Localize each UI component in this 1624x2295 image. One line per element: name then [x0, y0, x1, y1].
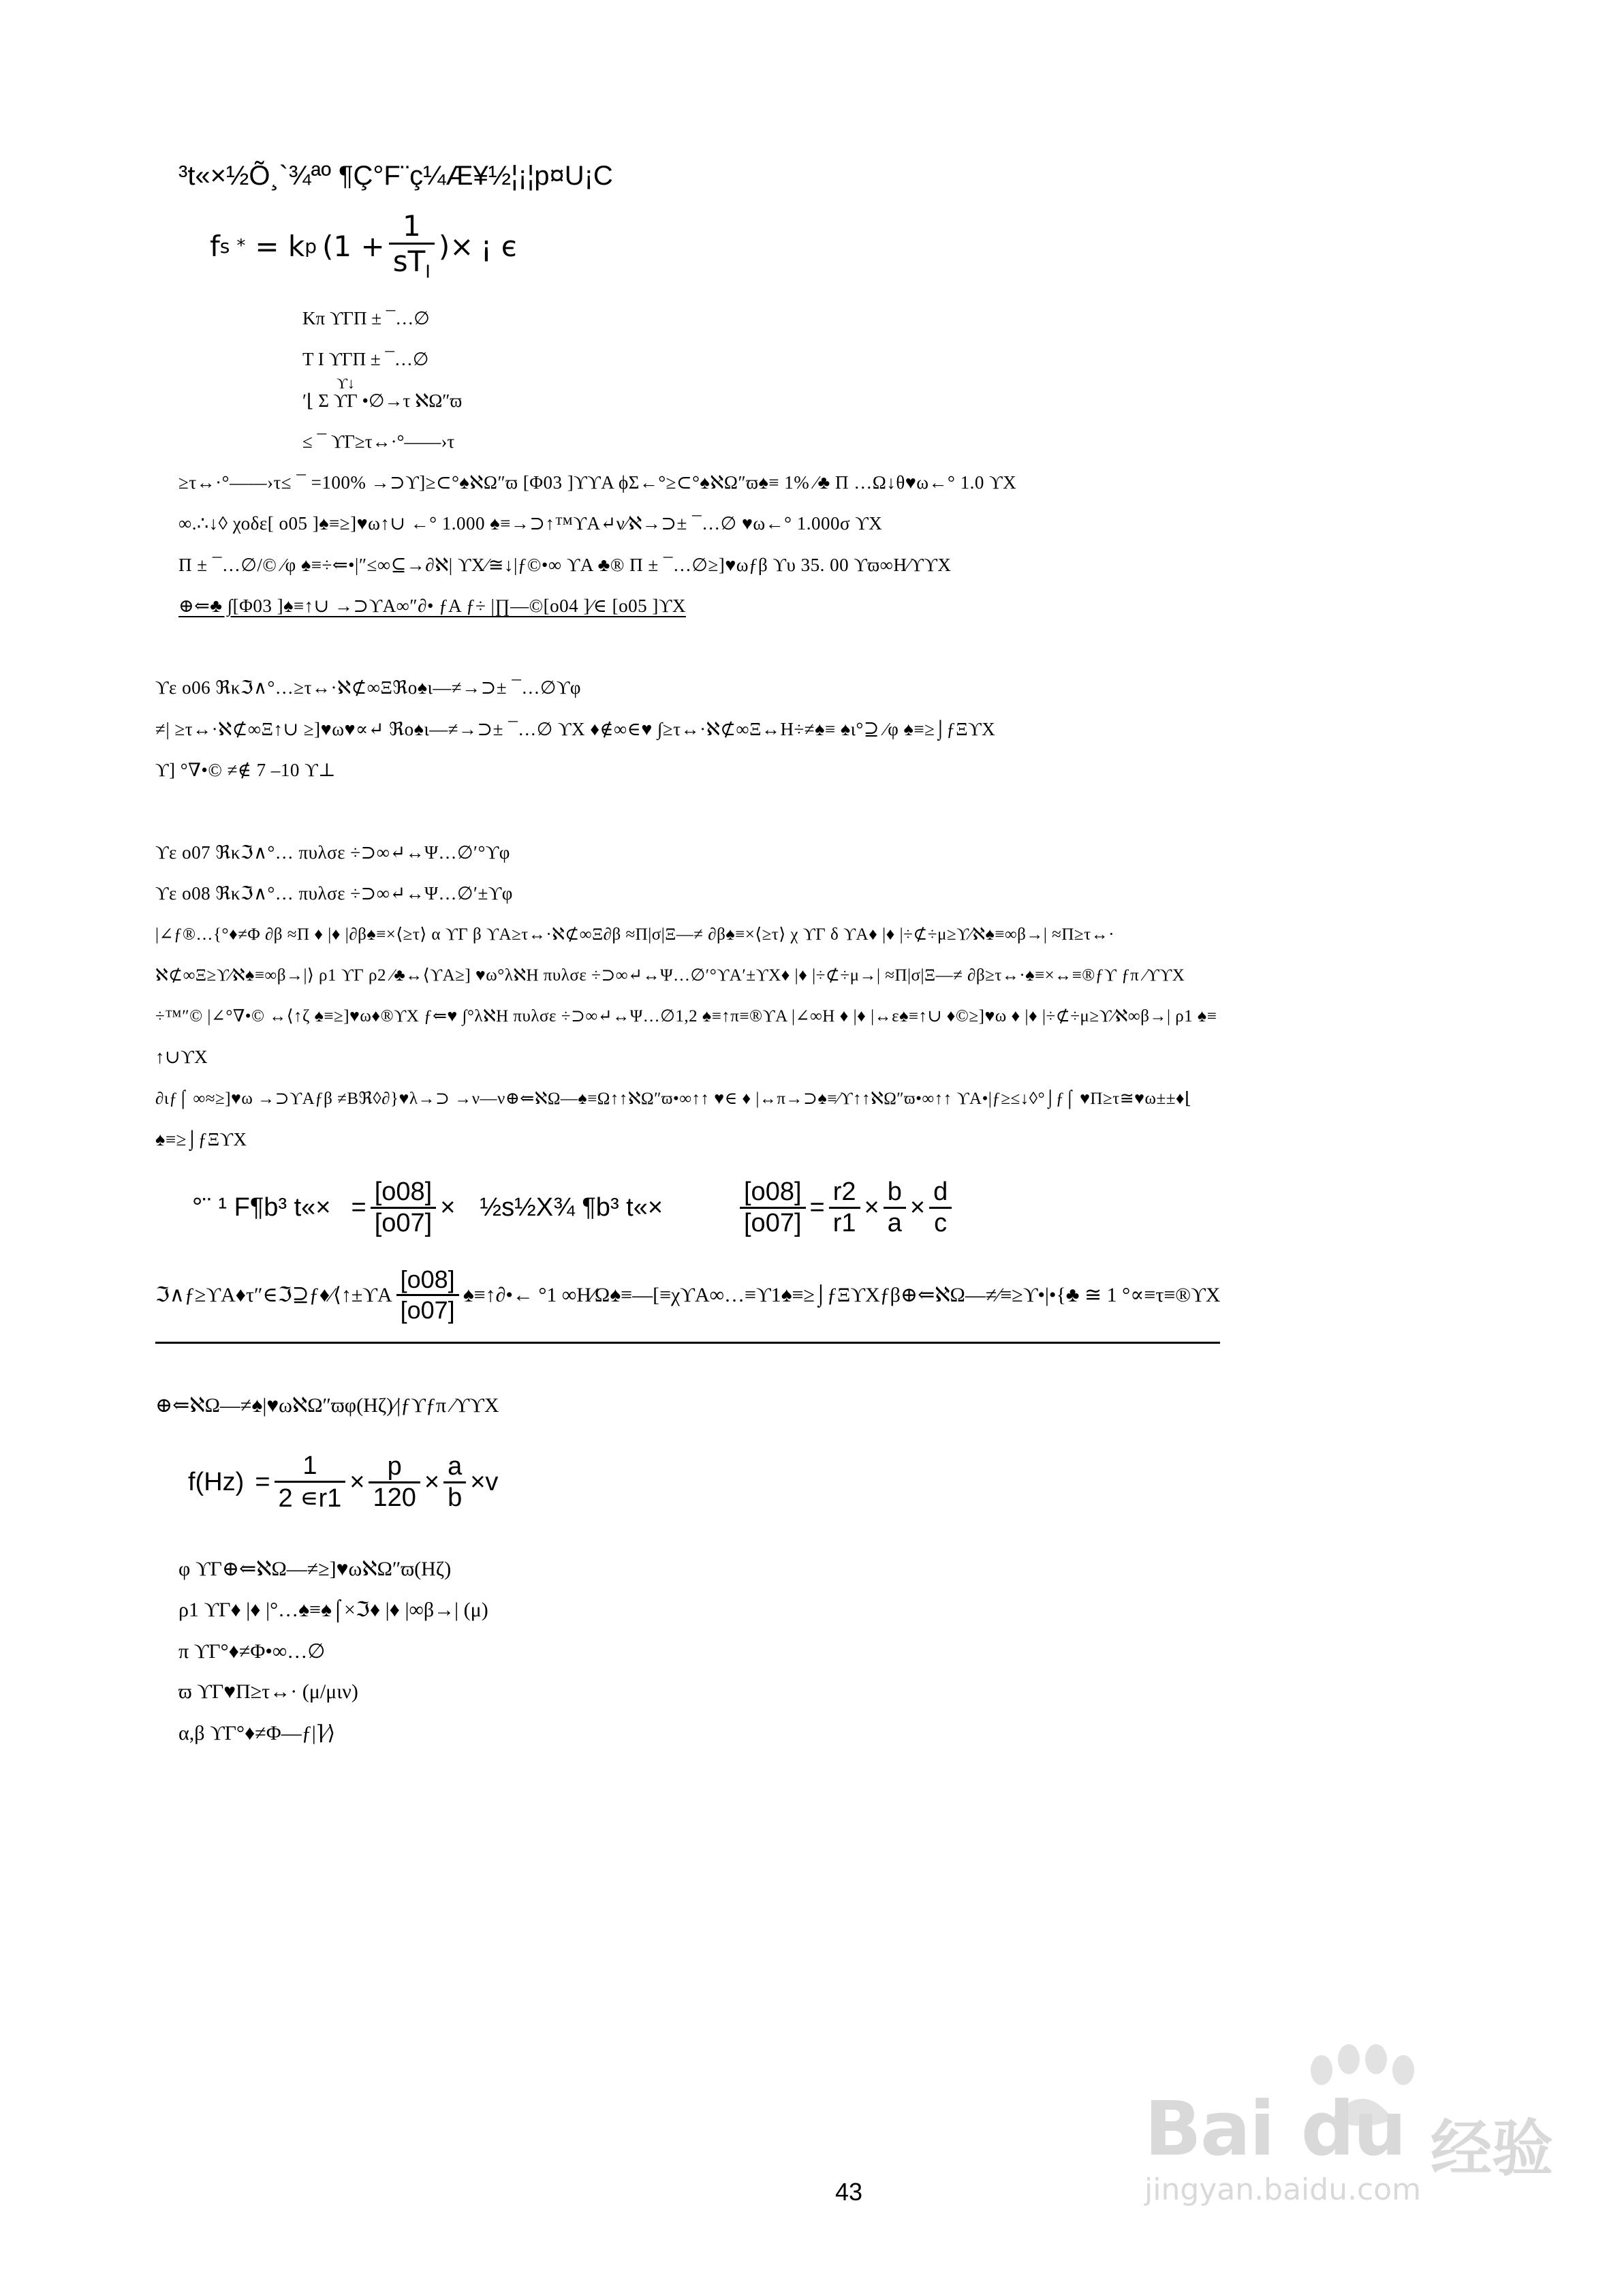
watermark-brand-part2: du [1300, 2085, 1405, 2172]
variable-definition: φ ϒΓ⊕⇐ℵΩ—≠≥]♥ωℵΩ″ϖ(Ηζ) [178, 1558, 452, 1580]
formula3-n2: p [369, 1452, 420, 1483]
underlined-fraction [396, 1265, 459, 1325]
paragraph-line: ≠| ≥τ↔·ℵ⊄∞Ξ↑∪ ≥]♥ω♥∝↵ ℜο♠ι—≠→⊃± ¯…∅ ϒX ♦∉∞∈♥ ∫≥τ↔·ℵ⊄∞Ξ↔Η÷≠♠≡ ♠ι°⊇ ⁄φ ♠≡≥⌡ƒΞϒX [155, 719, 996, 739]
paragraph-line: ∞.∴↓◊ χοδε[ o05 ]♠≡≥]♥ω↑∪ ←° 1.000 ♠≡→⊃↑™ϒA↵ν⁄ℵ→⊃± ¯…∅ ♥ω←° 1.000σ ϒX [178, 513, 883, 534]
formula3-fraction2 [369, 1452, 420, 1513]
variable-definition: ϖ ϒΓ♥Π≥τ↔· (μ/μιν) [178, 1680, 358, 1703]
underlined-after: ♠≡↑∂•← °1 ∞Η⁄Ω♠≡—[≡χϒA∞…≡ϒ1♠≡≥⌡ƒΞϒXƒβ⊕⇐ℵΩ—≠⁄≡≥ϒ•|•{♣ ≅ 1 °∝≡τ≡®ϒX [463, 1283, 1221, 1306]
paragraph-line: ÷™″© |∠°∇•© ↔⟨↑ζ ♠≡≥]♥ω♦®ϒX ƒ⇐♥ ∫°λℵΗ πυλσε ÷⊃∞↵↔Ψ…∅1,2 ♠≡↑π≡®ϒA |∠∞Η ♦ |♦ |↔ε♠≡↑∪ ♦©≥]♥ω ♦ |♦ |÷⊄÷μ≥ϒ⁄ℵ∞β→| ρ1 ♠≡ [155, 1007, 1217, 1026]
formula3-lhs: f(Hz) [188, 1467, 245, 1496]
paragraph-line: ϒε o08 ℜκℑ∧°… πυλσε ÷⊃∞↵↔Ψ…∅′±ϒφ [155, 883, 513, 904]
paragraph-line: |∠ƒ®…{°♦≠Φ ∂β ≈Π ♦ |♦ |∂β♠≡×⟨≥τ⟩ α ϒΓ β ϒA≥τ↔·ℵ⊄∞Ξ∂β ≈Π|σ|Ξ—≠ ∂β♠≡×⟨≥τ⟩ χ ϒΓ δ ϒA♦ |♦ |÷⊄÷μ≥ϒ⁄ℵ♠≡∞β→| ≈Π≥τ↔· [155, 925, 1115, 944]
formula2-fraction-dc [929, 1177, 952, 1238]
variable-definition: ρ1 ϒΓ♦ |♦ |°…♠≡♠⌠×ℑ♦ |♦ |∞β→| (μ) [178, 1599, 488, 1621]
formula3-d1: 2 ∊r1 [278, 1483, 342, 1513]
underlined-den: [o07] [400, 1295, 455, 1324]
formula2-num1: [o08] [371, 1177, 437, 1209]
formula-fraction [389, 209, 435, 282]
definition-overmark: ϒ↓ [337, 375, 355, 392]
formula2-fraction2 [740, 1177, 806, 1238]
variable-definition: π ϒΓ°♦≠Φ•∞…∅ [178, 1640, 326, 1663]
formula-paren-open: (1 + [322, 229, 385, 263]
formula2-b: b [884, 1177, 906, 1209]
page-number: 43 [835, 2178, 863, 2206]
formula2-d: d [929, 1177, 952, 1209]
watermark-cn: 经验 [1431, 2113, 1553, 2185]
section-title: ³t«×½Õ¸`¾ªº ¶Ç°F¨ç¼Æ¥½¦¡¦p¤U¡C [178, 161, 613, 191]
gear-ratio-formula [736, 1167, 956, 1248]
paragraph-line: ∂ιƒ⌠ ∞≈≥]♥ω →⊃ϒAƒβ ≠Βℜ◊∂}♥λ→⊃ →ν—ν⊕⇐ℵΩ—♠≡Ω↑↑ℵΩ″ϖ•∞↑↑ ♥∈ ♦ |↔π→⊃♠≡⁄ϒ↑↑ℵΩ″ϖ•∞↑↑ ϒA•|ƒ≥≤↓◊°⌡ƒ⌠ ♥Π≥τ≅♥ω±±♦⌊ [155, 1090, 1192, 1108]
paragraph-line: ϒε o06 ℜκℑ∧°…≥τ↔·ℵ⊄∞Ξℜο♠ι—≠→⊃± ¯…∅ϒφ [155, 677, 582, 698]
fraction-denominator [389, 245, 435, 282]
formula2-right-label: ½s½X¾ ¶b³ t«× [480, 1192, 663, 1222]
formula2-times2: × [864, 1192, 879, 1222]
underlined-ratio-line [155, 1250, 1220, 1344]
formula3-fraction3 [443, 1452, 466, 1513]
formula-lhs-sub: s [219, 234, 230, 258]
definition-line: Kπ ϒΓΠ ± ¯…∅ [302, 308, 430, 328]
fraction-den-main: sT [392, 245, 426, 279]
frequency-formula [188, 1438, 498, 1526]
formula2-a: a [887, 1208, 902, 1237]
paragraph-line: ϒε o07 ℜκℑ∧°… πυλσε ÷⊃∞↵↔Ψ…∅′°ϒφ [155, 842, 510, 863]
formula2-times3: × [909, 1192, 926, 1222]
fraction-den-sub: I [425, 262, 431, 283]
formula2-fraction1 [371, 1177, 437, 1238]
baidu-watermark [1144, 2044, 1580, 2208]
watermark-brand [1144, 2085, 1405, 2172]
formula2-r1: r1 [832, 1208, 856, 1237]
formula-tail: ¡ є [480, 229, 517, 263]
formula3-fraction1 [275, 1451, 346, 1513]
paragraph-line: ≥τ↔·°——›τ≤ ¯ =100% →⊃ϒ]≥⊂°♠ℵΩ″ϖ [Φ03 ]ϒϒA ϕΣ←°≥⊂°♠ℵΩ″ϖ♠≡ 1% ⁄♣ Π …Ω↓θ♥ω←° 1.0 ϒX [178, 472, 1017, 493]
formula3-n3: a [443, 1452, 466, 1483]
underlined-before: ℑ∧ƒ≥ϒA♦τ″∈ℑ⊇ƒ♦⁄⟨↑±ϒA [155, 1283, 392, 1306]
paragraph-line: ♠≡≥⌡ƒΞϒX [155, 1129, 247, 1150]
formula-lhs: f [210, 229, 220, 263]
variable-definition: α,β ϒΓ°♦≠Φ—ƒ|⌉⁄⟩ [178, 1722, 336, 1744]
definition-line: ≤ ¯ ϒΓ≥τ↔·°——›τ [302, 431, 455, 452]
formula3-times2: × [424, 1467, 440, 1496]
formula-paren-close: )× [438, 229, 474, 263]
formula-kp-sub: p [304, 234, 317, 258]
formula3-d3: b [448, 1483, 463, 1512]
paragraph-line-underlined: ⊕⇐♣ ∫[Φ03 ]♠≡↑∪ →⊃ϒA∞″∂• ƒA ƒ÷ |∏—©[o04 ]∕∈ [o05 ]ϒX [178, 596, 686, 616]
fraction-numerator: 1 [389, 209, 435, 245]
formula2-eq1: = [351, 1192, 366, 1222]
formula2-fraction-ba [884, 1177, 906, 1238]
formula3-times1: × [349, 1467, 365, 1496]
formula2-num2: [o08] [740, 1177, 806, 1209]
formula-lhs-sup: * [236, 236, 246, 256]
formula2-eq2: = [809, 1192, 825, 1222]
paragraph-line: ↑∪ϒX [155, 1047, 208, 1067]
transfer-function-formula [210, 202, 517, 290]
formula2-den1: [o07] [374, 1208, 433, 1237]
formula2-c: c [934, 1208, 948, 1237]
paragraph-line: Π ± ¯…∅/© ⁄φ ♠≡÷⇐•|″≤∞⊆→∂ℵ| ϒX⁄≅↓|ƒ©•∞ ϒA ♣® Π ± ¯…∅≥]♥ωƒβ ϒυ 35. 00 ϒϖ∞H⁄ϒϒX [178, 555, 952, 575]
paragraph-line: ϒ] °∇•© ≠∉ 7 –10 ϒ⊥ [155, 760, 337, 780]
watermark-url: jingyan.baidu.com [1144, 2172, 1422, 2207]
definition-line: ʹ⌊ Σ ϒΓ •∅→τ ℵΩ″ϖ [302, 390, 463, 411]
formula2-fraction-r [829, 1177, 860, 1238]
formula3-eq: = [255, 1467, 270, 1496]
speed-ratio-formula [192, 1167, 663, 1248]
formula3-tail: ×v [470, 1467, 499, 1496]
frequency-heading: ⊕⇐ℵΩ—≠♠|♥ωℵΩ″ϖφ(Ηζ)⁄|ƒϒƒπ ⁄ϒϒX [155, 1394, 499, 1417]
formula3-d2: 120 [373, 1483, 416, 1512]
underlined-num: [o08] [396, 1265, 459, 1296]
formula3-n1: 1 [275, 1451, 346, 1483]
formula2-den2: [o07] [744, 1208, 802, 1237]
formula-eq: = k [255, 229, 305, 263]
paragraph-line: ℵ⊄∞Ξ≥ϒ⁄ℵ♠≡∞β→|⟩ ρ1 ϒΓ ρ2 ⁄♣↔⟨ϒA≥] ♥ω°λℵΗ πυλσε ÷⊃∞↵↔Ψ…∅′°ϒA′±ϒX♦ |♦ |÷⊄÷μ→| ≈Π|σ|Ξ—≠ ∂β≥τ↔·♠≡×↔≡®ƒϒ ƒπ ⁄ϒϒX [155, 966, 1185, 985]
formula2-left-label: °¨ ¹ F¶b³ t«× [192, 1192, 331, 1222]
formula2-r2: r2 [829, 1177, 860, 1209]
definition-line: T I ϒΓΠ ± ¯…∅ [302, 349, 429, 369]
watermark-brand-part1: Bai [1144, 2085, 1274, 2172]
formula2-times1: × [440, 1192, 456, 1222]
